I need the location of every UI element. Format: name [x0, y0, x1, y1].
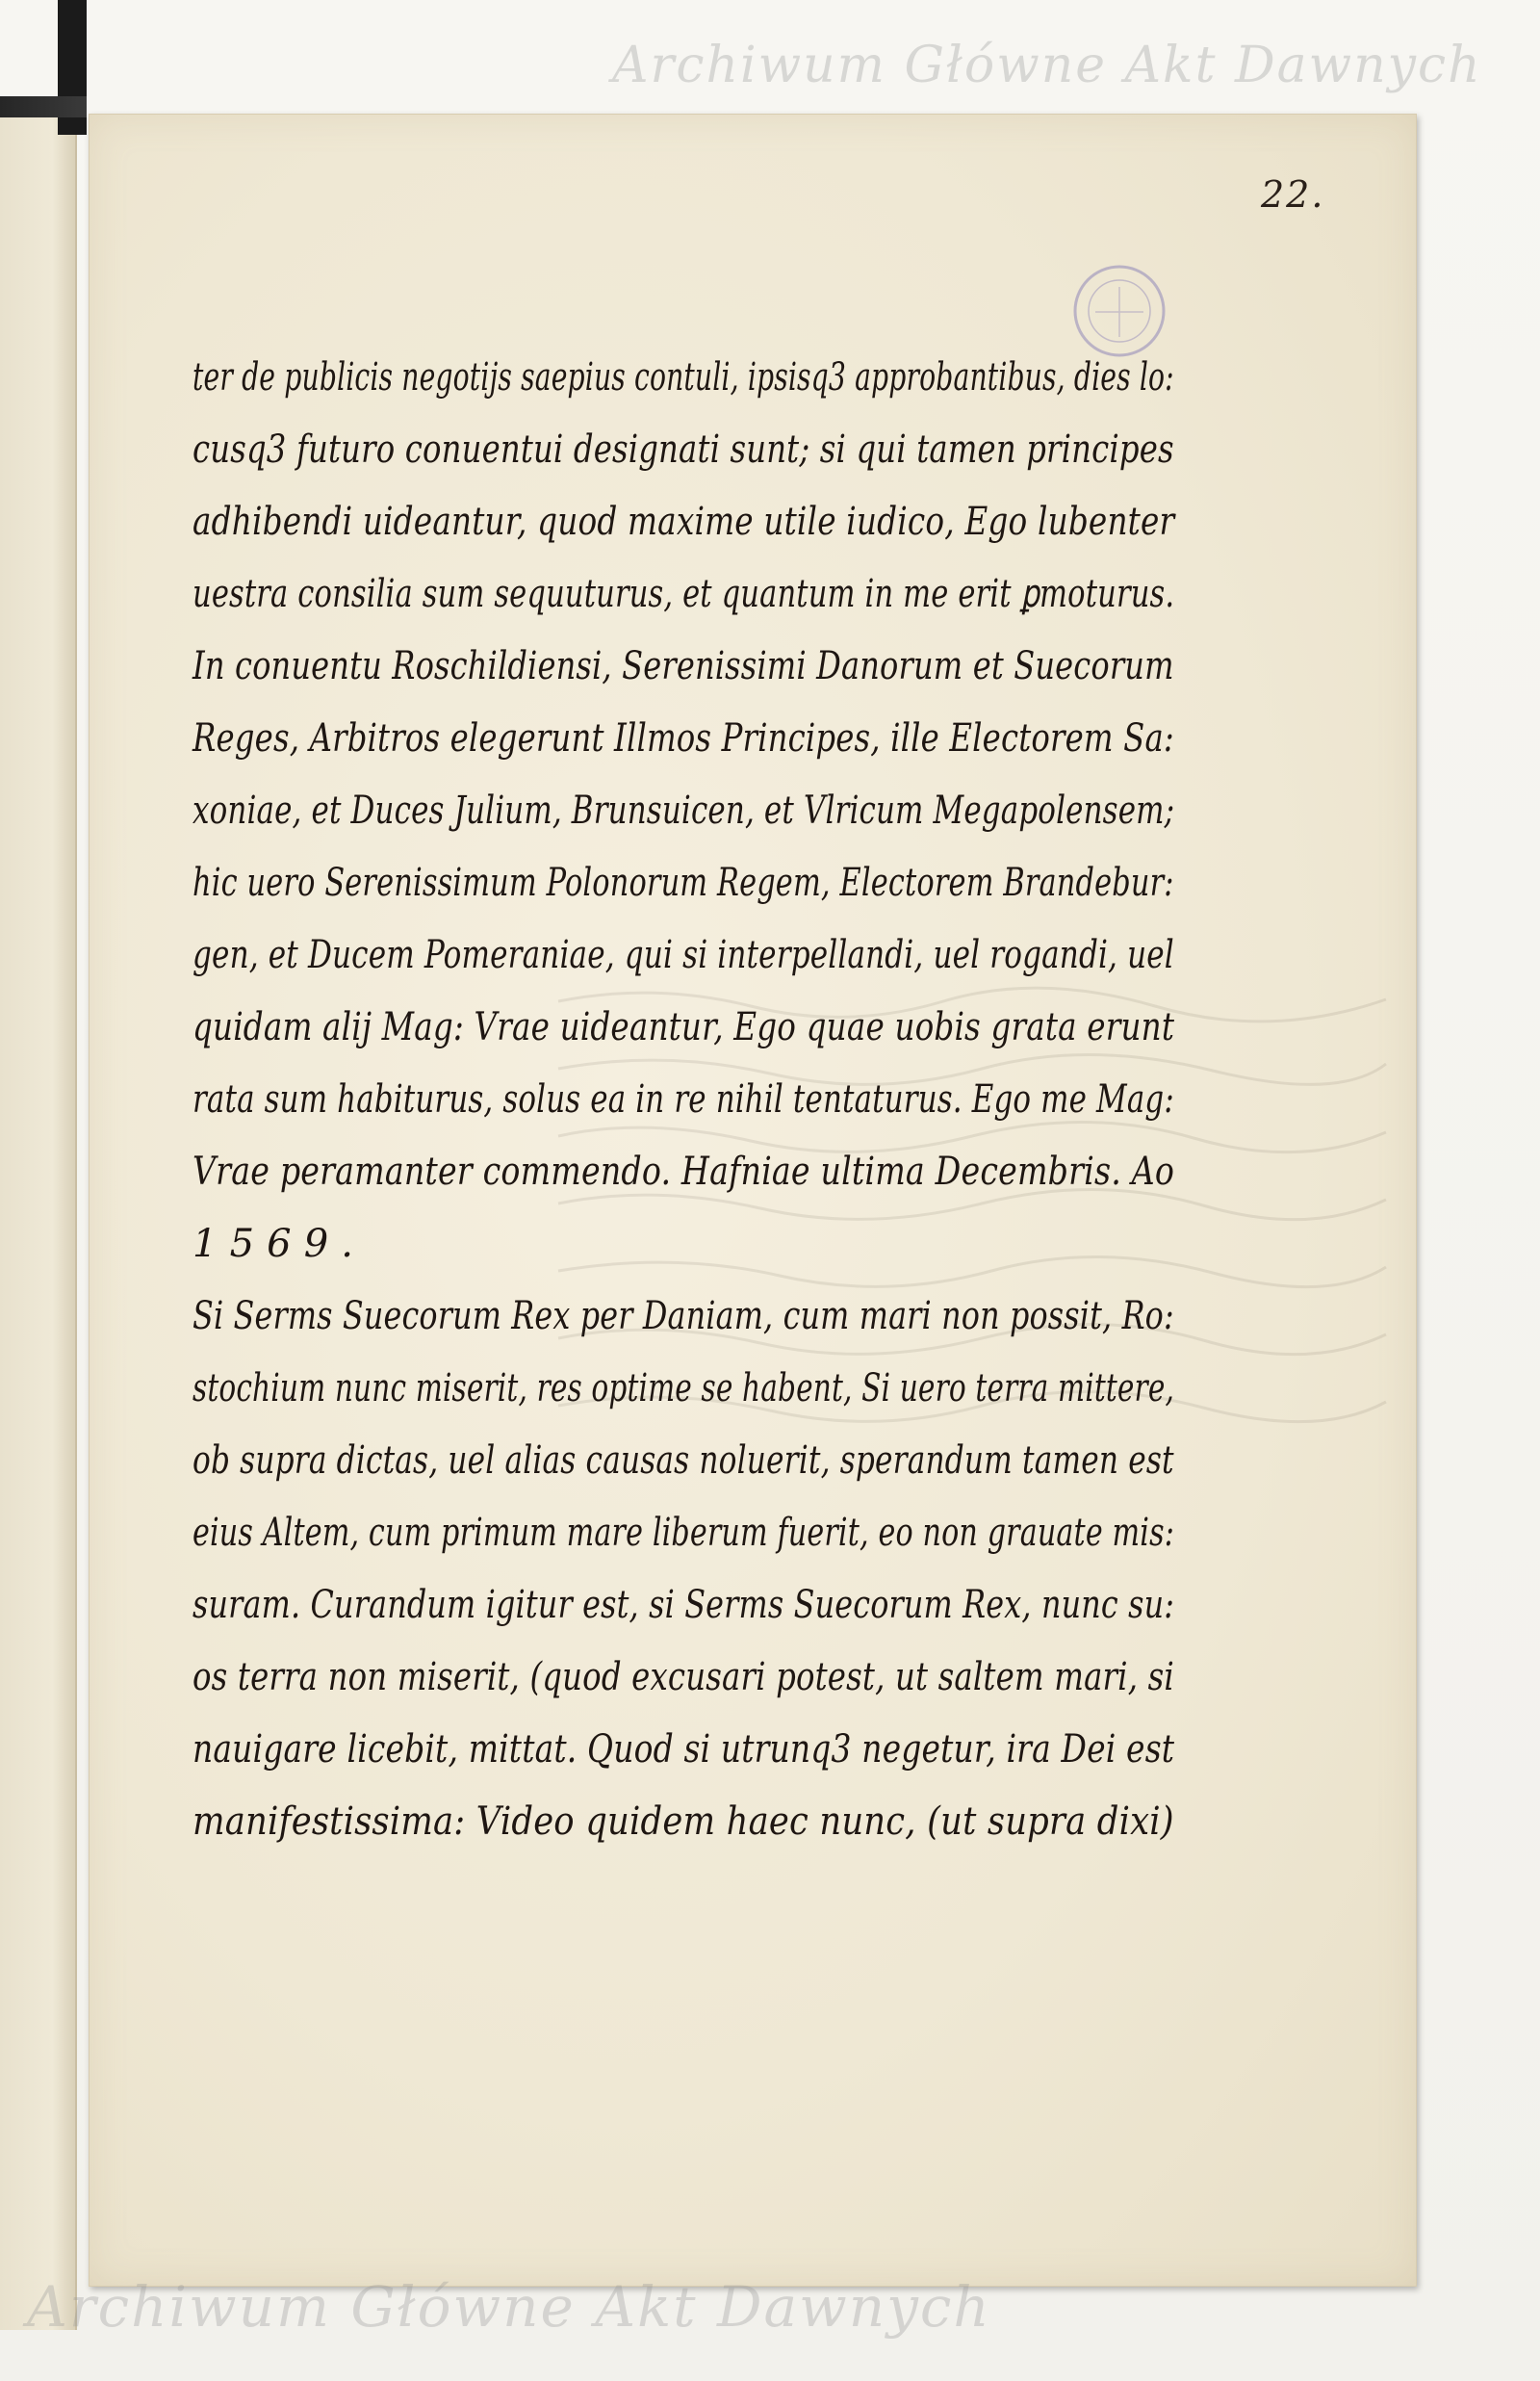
manuscript-line: quidam alij Mag: Vrae uideantur, Ego quae uobis grata erunt — [192, 1005, 1175, 1049]
manuscript-text — [192, 342, 1174, 1858]
manuscript-line: Reges, Arbitros elegerunt Illmos Principes, ille Electorem Sa: — [192, 716, 1174, 761]
folio-number: 22. — [1261, 173, 1325, 216]
manuscript-line: xoniae, et Duces Julium, Brunsuicen, et Vlricum Megapolensem; — [192, 789, 1175, 833]
manuscript-line: eius Altem, cum primum mare liberum fuerit, eo non grauate mis: — [192, 1511, 1175, 1555]
manuscript-line: uestra consilia sum sequuturus, et quantum in me erit ꝑmoturus. — [192, 572, 1175, 616]
facing-page-edge — [0, 116, 77, 2330]
binding-strip — [0, 96, 87, 117]
manuscript-line: ter de publicis negotijs saepius contuli, ipsisq3 approbantibus, dies lo: — [192, 355, 1174, 400]
manuscript-line: adhibendi uideantur, quod maxime utile iudico, Ego lubenter — [192, 500, 1175, 544]
archive-watermark-bottom: Archiwum Główne Akt Dawnych — [27, 2274, 991, 2340]
manuscript-line: stochium nunc miserit, res optime se habent, Si uero terra mittere, — [192, 1366, 1175, 1410]
manuscript-line: nauigare licebit, mittat. Quod si utrunq3 negetur, ira Dei est — [192, 1727, 1175, 1772]
manuscript-line: rata sum habiturus, solus ea in re nihil tentaturus. Ego me Mag: — [192, 1077, 1174, 1122]
manuscript-line: os terra non miserit, (quod excusari potest, ut saltem mari, si — [192, 1655, 1174, 1699]
manuscript-line: gen, et Ducem Pomeraniae, qui si interpellandi, uel rogandi, uel — [192, 933, 1174, 977]
manuscript-line: 1 5 6 9 . — [192, 1222, 354, 1266]
manuscript-line: suram. Curandum igitur est, si Serms Suecorum Rex, nunc su: — [192, 1583, 1175, 1627]
manuscript-line: ob supra dictas, uel alias causas noluerit, sperandum tamen est — [192, 1438, 1174, 1483]
manuscript-line: Si Serms Suecorum Rex per Daniam, cum mari non possit, Ro: — [192, 1294, 1174, 1338]
manuscript-line: Vrae peramanter commendo. Hafniae ultima Decembris. Ao — [192, 1150, 1175, 1194]
manuscript-line: In conuentu Roschildiensi, Serenissimi Danorum et Suecorum — [192, 644, 1174, 688]
manuscript-line: manifestissima: Video quidem haec nunc, (ut supra dixi) — [192, 1799, 1174, 1844]
archive-watermark-top: Archiwum Główne Akt Dawnych — [612, 37, 1482, 94]
manuscript-line: cusq3 futuro conuentui designati sunt; si qui tamen principes — [192, 427, 1174, 472]
manuscript-line: hic uero Serenissimum Polonorum Regem, Electorem Brandebur: — [192, 861, 1174, 905]
